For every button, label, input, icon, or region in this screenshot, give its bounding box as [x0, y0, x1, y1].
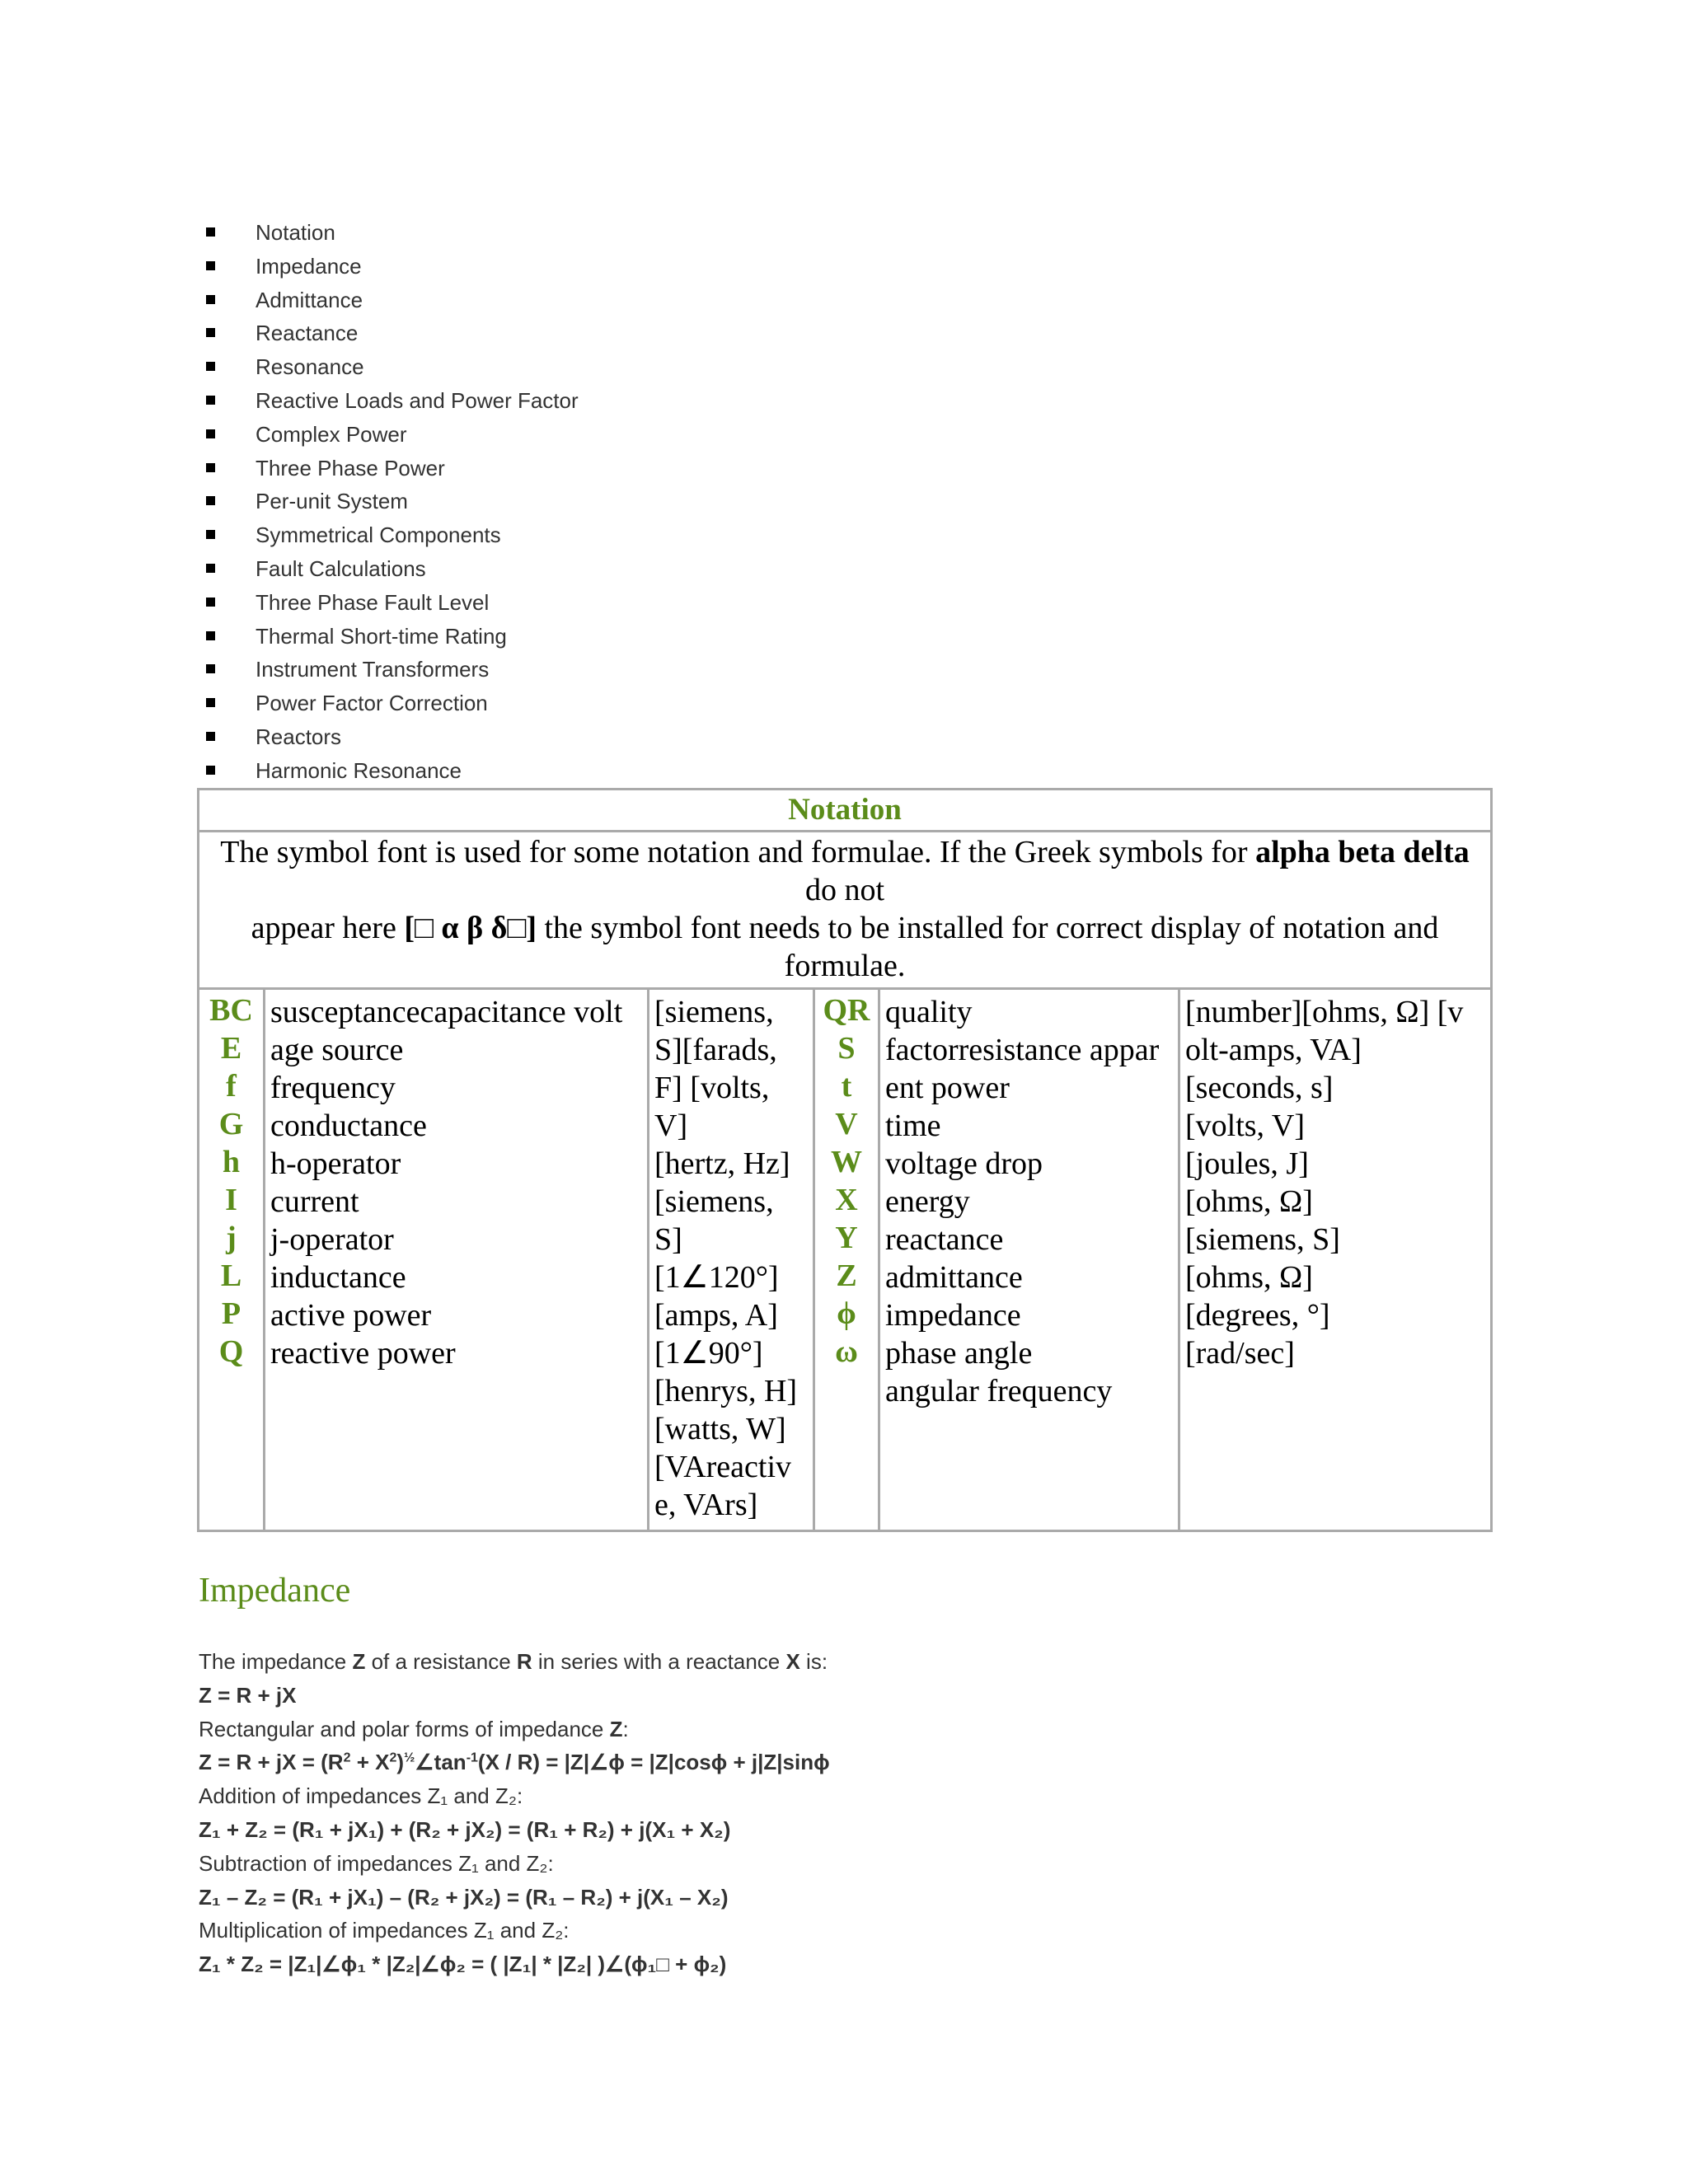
symbol: Z	[836, 1258, 857, 1293]
toc-item-impedance[interactable]: Impedance	[199, 251, 579, 285]
quantity: time	[885, 1108, 941, 1143]
toc-item-complex-power[interactable]: Complex Power	[199, 419, 579, 453]
formula-multiplication: Z₁ * Z₂ = |Z₁|∠ϕ₁ * |Z₂|∠ϕ₂ = ( |Z₁| * |Z₂| )∠(ϕ₁□ + ϕ₂)	[199, 1952, 727, 1977]
formula-rect-polar	[199, 1746, 1435, 1779]
quantity: current	[270, 1184, 359, 1219]
toc-item-per-unit-system[interactable]: Per-unit System	[199, 486, 579, 520]
symbol: j	[226, 1221, 237, 1255]
symbol-z: Z	[352, 1649, 366, 1674]
intro-text-2: do not	[804, 873, 885, 907]
unit: [degrees, °]	[1185, 1298, 1330, 1333]
toc-item-three-phase-fault-level[interactable]: Three Phase Fault Level	[199, 588, 579, 621]
symbol: G	[218, 1107, 244, 1141]
symbol-z: Z	[609, 1716, 623, 1741]
symbol: t	[841, 1069, 852, 1104]
multiplication-label: Multiplication of impedances Z₁ and Z₂:	[199, 1918, 570, 1943]
symbol: ϕ	[837, 1296, 856, 1331]
unit: [joules, J]	[1185, 1146, 1309, 1181]
unit-column-1	[649, 990, 815, 1530]
unit: [volts, V]	[1185, 1108, 1305, 1143]
text: in series with a reactance	[532, 1649, 786, 1674]
unit: F] [volts,	[654, 1071, 770, 1105]
symbol-r: R	[516, 1649, 532, 1674]
quantity: ent power	[885, 1071, 1010, 1105]
unit: [hertz, Hz]	[654, 1146, 790, 1181]
quantity: quality	[885, 995, 973, 1029]
formula-addition: Z₁ + Z₂ = (R₁ + jX₁) + (R₂ + jX₂) = (R₁ + R₂) + j(X₁ + X₂)	[199, 1816, 731, 1842]
intro-text-1: The symbol font is used for some notation and formulae. If the Greek symbols for	[220, 835, 1256, 869]
text: )	[396, 1750, 405, 1775]
notation-table	[197, 788, 1493, 1532]
intro-greek-symbols: [□ α β δ□]	[404, 911, 537, 945]
unit: [1∠120°]	[654, 1260, 779, 1295]
table-of-contents	[199, 218, 579, 790]
impedance-heading: Impedance	[199, 1572, 351, 1610]
unit: [seconds, s]	[1185, 1071, 1334, 1105]
unit: S]	[654, 1222, 682, 1257]
symbol-column-1	[199, 990, 265, 1530]
symbol: QR	[823, 993, 870, 1028]
superscript: ½	[404, 1750, 415, 1765]
quantity: reactance	[885, 1222, 1004, 1257]
symbol: Q	[218, 1334, 244, 1369]
quantity-column-1	[265, 990, 649, 1530]
symbol: W	[831, 1145, 862, 1179]
superscript: 2	[389, 1750, 397, 1765]
text: :	[622, 1716, 629, 1741]
formula-series-impedance: Z = R + jX	[199, 1682, 297, 1708]
symbol: Y	[835, 1221, 858, 1255]
unit: [siemens, S]	[1185, 1222, 1340, 1257]
notation-columns	[199, 990, 1490, 1530]
quantity: susceptancecapacitance volt	[270, 995, 623, 1029]
text: of a resistance	[365, 1649, 517, 1674]
symbol: V	[835, 1107, 858, 1141]
symbol: f	[226, 1069, 237, 1104]
toc-item-reactive-loads[interactable]: Reactive Loads and Power Factor	[199, 386, 579, 419]
unit: [VAreactiv	[654, 1450, 792, 1484]
symbol: X	[835, 1183, 858, 1217]
quantity: frequency	[270, 1071, 396, 1105]
quantity: admittance	[885, 1260, 1023, 1295]
unit: [siemens,	[654, 1184, 774, 1219]
quantity: j-operator	[270, 1222, 394, 1257]
unit: [henrys, H]	[654, 1374, 798, 1408]
unit: [rad/sec]	[1185, 1336, 1295, 1371]
symbol-column-2	[815, 990, 880, 1530]
addition-label: Addition of impedances Z₁ and Z₂:	[199, 1783, 523, 1809]
text: ∠tan	[415, 1750, 467, 1775]
unit: [amps, A]	[654, 1298, 778, 1333]
text: is:	[799, 1649, 828, 1674]
quantity: h-operator	[270, 1146, 401, 1181]
superscript: -1	[466, 1750, 478, 1765]
unit: [ohms, Ω]	[1185, 1184, 1313, 1219]
symbol: P	[221, 1296, 241, 1331]
quantity: factorresistance appar	[885, 1033, 1160, 1067]
quantity: phase angle	[885, 1336, 1033, 1371]
unit-column-2	[1180, 990, 1490, 1530]
rect-polar-label	[199, 1713, 1435, 1746]
toc-item-instrument-transformers[interactable]: Instrument Transformers	[199, 654, 579, 688]
symbol: I	[225, 1183, 237, 1217]
symbol-x: X	[785, 1649, 800, 1674]
subtraction-label: Subtraction of impedances Z₁ and Z₂:	[199, 1850, 554, 1876]
quantity: reactive power	[270, 1336, 456, 1371]
impedance-section	[199, 1645, 1435, 1981]
unit: e, VArs]	[654, 1488, 758, 1522]
quantity: impedance	[885, 1298, 1021, 1333]
unit: [siemens,	[654, 995, 774, 1029]
quantity: inductance	[270, 1260, 406, 1295]
toc-item-reactors[interactable]: Reactors	[199, 722, 579, 756]
toc-item-harmonic-resonance[interactable]: Harmonic Resonance	[199, 756, 579, 790]
notation-title: Notation	[199, 790, 1490, 832]
quantity-column-2	[880, 990, 1180, 1530]
unit: V]	[654, 1108, 688, 1143]
text: Z = R + jX = (R	[199, 1750, 344, 1775]
unit: [ohms, Ω]	[1185, 1260, 1313, 1295]
toc-item-notation[interactable]: Notation	[199, 218, 579, 251]
quantity: conductance	[270, 1108, 427, 1143]
unit: [number][ohms, Ω] [v	[1185, 995, 1464, 1029]
quantity: energy	[885, 1184, 970, 1219]
symbol: S	[837, 1031, 856, 1066]
toc-item-three-phase-power[interactable]: Three Phase Power	[199, 453, 579, 487]
quantity: age source	[270, 1033, 404, 1067]
intro-text-3: appear here	[251, 911, 405, 945]
unit: [watts, W]	[654, 1412, 786, 1446]
superscript: 2	[343, 1750, 351, 1765]
unit: S][farads,	[654, 1033, 777, 1067]
text: (X / R) = |Z|∠ϕ = |Z|cosϕ + j|Z|sinϕ	[477, 1750, 830, 1775]
unit: olt-amps, VA]	[1185, 1033, 1362, 1067]
text: Rectangular and polar forms of impedance	[199, 1716, 610, 1741]
toc-item-power-factor-correction[interactable]: Power Factor Correction	[199, 688, 579, 722]
toc-item-resonance[interactable]: Resonance	[199, 352, 579, 386]
unit: [1∠90°]	[654, 1336, 763, 1371]
symbol: E	[220, 1031, 242, 1066]
intro-bold-symbols: alpha beta delta	[1255, 835, 1470, 869]
text: + X	[350, 1750, 390, 1775]
symbol: L	[220, 1258, 242, 1293]
toc-item-reactance[interactable]: Reactance	[199, 318, 579, 352]
intro-text-4: the symbol font needs to be installed for correct display of notation and formulae.	[536, 911, 1439, 983]
notation-intro	[199, 832, 1490, 990]
symbol: ω	[835, 1334, 858, 1369]
quantity: angular frequency	[885, 1374, 1113, 1408]
symbol: h	[222, 1145, 241, 1179]
toc-item-thermal-short-time-rating[interactable]: Thermal Short-time Rating	[199, 621, 579, 655]
symbol: BC	[209, 993, 253, 1028]
quantity: voltage drop	[885, 1146, 1043, 1181]
impedance-definition	[199, 1645, 1435, 1679]
quantity: active power	[270, 1298, 432, 1333]
toc-item-admittance[interactable]: Admittance	[199, 285, 579, 319]
toc-item-fault-calculations[interactable]: Fault Calculations	[199, 554, 579, 588]
toc-item-symmetrical-components[interactable]: Symmetrical Components	[199, 520, 579, 554]
text: The impedance	[199, 1649, 353, 1674]
formula-subtraction: Z₁ – Z₂ = (R₁ + jX₁) – (R₂ + jX₂) = (R₁ – R₂) + j(X₁ – X₂)	[199, 1884, 729, 1910]
